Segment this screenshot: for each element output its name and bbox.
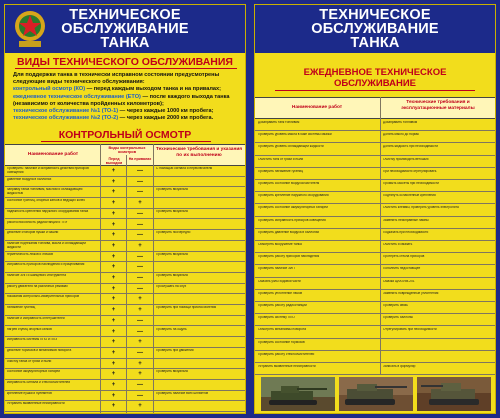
eto-row-req: Проверить баллоны xyxy=(383,316,413,320)
check-row-work: Проверить: наличие и исправность действия приборов освещения xyxy=(7,167,89,174)
ko-rest: — перед каждым выходом танка и на привалах; xyxy=(85,86,222,93)
eto-col-divider xyxy=(380,97,381,375)
left-title-1: ТЕХНИЧЕСКОЕ xyxy=(69,7,181,23)
check-row-work: Устранить выявленные неисправности xyxy=(7,402,65,406)
check-table-row xyxy=(5,209,245,220)
check-row-work: наличие ЗИП и шанцевого инструмента xyxy=(7,274,66,277)
to1-label: техническое обслуживание №1 (ТО-1) xyxy=(13,108,119,115)
check-row-work: нагрев ступиц опорных катков xyxy=(7,327,52,331)
left-title-2: ОБСЛУЖИВАНИЕ xyxy=(61,21,189,37)
eto-row-req: Очистить и смазать xyxy=(383,243,413,246)
check-row-halt-mark: — xyxy=(137,392,143,399)
check-row-before-mark: + xyxy=(111,210,116,217)
eto-table-row xyxy=(255,265,495,277)
check-row-before-mark: + xyxy=(111,317,116,324)
check-row-before-mark: + xyxy=(111,178,116,185)
check-table-row xyxy=(5,220,245,231)
eto-row-req: Долить масло до нормы xyxy=(383,133,419,137)
to2-label: техническое обслуживание №2 (ТО-2) xyxy=(13,115,119,122)
check-row-work: крепление пушки и пулемётов xyxy=(7,391,52,395)
check-row-work: очистку танка от грязи и пыли xyxy=(7,359,52,363)
eto-table-row xyxy=(255,351,495,363)
left-title-3: ТАНКА xyxy=(100,35,150,51)
eto-row-req xyxy=(383,353,493,362)
check-row-work: работоспособность радиостанции и ТПУ xyxy=(7,220,68,224)
check-row-halt-mark: — xyxy=(137,349,143,356)
eto-table-row xyxy=(255,302,495,314)
check-row-req: Проверить визуально xyxy=(156,252,189,256)
check-row-before-mark: + xyxy=(111,360,116,367)
check-row-before-mark: + xyxy=(111,328,116,335)
check-row-halt-mark: + xyxy=(138,339,142,346)
eto-row-req: Очистить клеммы, проверить уровень электролита xyxy=(383,206,459,210)
check-col-divider xyxy=(153,144,154,413)
check-row-halt-mark: — xyxy=(137,221,143,228)
eto-table-row xyxy=(255,131,495,143)
check-table-row xyxy=(5,369,245,380)
check-heading: КОНТРОЛЬНЫЙ ОСМОТР xyxy=(58,129,192,141)
check-row-halt-mark: + xyxy=(138,200,142,207)
check-row-before-mark: + xyxy=(111,189,116,196)
eto-row-work: Проверить крепление наружного оборудования xyxy=(258,194,329,198)
check-row-before-mark: + xyxy=(111,392,116,399)
check-row-req: Проверить визуально xyxy=(156,274,189,277)
check-row-req xyxy=(156,242,243,251)
check-row-req: Проверить визуально xyxy=(156,370,189,374)
check-row-halt-mark: — xyxy=(137,328,143,335)
eto-row-req: Промыть кассеты при необходимости xyxy=(383,182,439,185)
check-row-req xyxy=(156,360,243,369)
check-row-req: Проверить при помощи приспособления xyxy=(156,306,217,310)
check-row-req xyxy=(156,221,243,230)
eto-col-req: Технические требования и эксплуатационные материалы xyxy=(401,100,475,111)
check-heading-underline xyxy=(41,141,211,142)
left-header xyxy=(5,5,245,53)
check-row-work: состояние гусениц, опорных катков и ведущих колёс xyxy=(7,199,86,203)
check-row-work: исправность сигнала и стеклоочистителей xyxy=(7,381,71,384)
eto-row-work: Устранить выявленные неисправности xyxy=(258,365,316,368)
check-row-req: Проверить поочерёдно xyxy=(156,231,191,235)
eto-row-work: Проверить наличие ЗИП xyxy=(258,267,295,271)
eto-row-req: Пополнить недостающее xyxy=(383,267,421,271)
eto-table-row xyxy=(255,156,495,168)
check-row-halt-mark: + xyxy=(138,296,142,303)
eto-row-req: Смазка ЦИАТИМ-201 xyxy=(383,279,415,283)
check-row-halt-mark: + xyxy=(138,371,142,378)
check-row-before-mark: + xyxy=(111,285,116,292)
eto-table-row xyxy=(255,143,495,155)
check-table-row xyxy=(5,198,245,209)
check-table-row xyxy=(5,230,245,241)
check-row-halt-mark: + xyxy=(138,242,142,249)
check-row-req xyxy=(156,338,243,347)
eto-heading-1: ЕЖЕДНЕВНОЕ ТЕХНИЧЕСКОЕ xyxy=(303,67,447,78)
check-table-header xyxy=(5,144,245,166)
check-row-req xyxy=(156,199,243,208)
eto-row-req: Дозаправить топливом xyxy=(383,121,418,124)
eto-heading-2: ОБСЛУЖИВАНИЕ xyxy=(334,78,416,89)
eto-table-row xyxy=(255,192,495,204)
eto-row-work: Осмотреть механизмы поворота xyxy=(258,328,307,332)
check-row-before-mark: + xyxy=(111,264,116,271)
eto-row-work: Проверить состояние воздухоочистителя xyxy=(258,182,320,185)
check-row-req xyxy=(156,317,243,326)
check-table-row xyxy=(5,284,245,295)
check-row-work: действие стопоров пушки и башни xyxy=(7,231,59,235)
eto-row-req: Подкачать при необходимости xyxy=(383,230,429,234)
eto-row-work: Проверить исправность приборов освещения xyxy=(258,218,326,222)
eto-row-work: Проверить давление воздуха в баллонах xyxy=(258,230,320,234)
eto-table-row xyxy=(255,180,495,192)
check-table-row xyxy=(5,166,245,177)
tank-photo-1 xyxy=(261,377,335,411)
check-row-halt-mark: — xyxy=(137,189,143,196)
check-row-work: наличие подтекания топлива, масла и охлаждающей жидкости xyxy=(7,241,86,249)
check-row-work: состояние аккумуляторных батарей xyxy=(7,370,61,374)
eto-row-work: Дозаправить танк топливом xyxy=(258,121,300,124)
eto-row-req: Заменить повреждённые уплотнения xyxy=(383,291,439,295)
eto-rest: — после каждого выхода танка (независимо от количества пройденных километров); xyxy=(13,93,230,107)
check-row-halt-mark: — xyxy=(137,210,143,217)
eto-table-row xyxy=(255,253,495,265)
types-intro xyxy=(13,72,239,122)
check-row-halt-mark: + xyxy=(138,403,142,410)
check-table-row xyxy=(5,316,245,327)
eto-row-work: Проверить работу приборов наблюдения xyxy=(258,255,320,259)
to2-rest: — через каждые 2000 км пробега. xyxy=(118,115,214,122)
check-row-work: герметичность люков и лючков xyxy=(7,252,53,256)
right-title-3: ТАНКА xyxy=(350,35,400,51)
right-header xyxy=(255,5,495,53)
check-table-row xyxy=(5,294,245,305)
check-row-req: С помощью сигнала и переключателя xyxy=(156,167,213,170)
check-row-req xyxy=(156,381,243,390)
check-table-row xyxy=(5,380,245,391)
check-row-halt-mark: — xyxy=(137,253,143,260)
eto-row-req: Долить жидкость при необходимости xyxy=(383,145,439,149)
check-row-work: заправку танка топливом, маслом и охлаждающей жидкостью xyxy=(7,188,83,196)
check-row-req xyxy=(156,402,243,411)
eto-table-row xyxy=(255,278,495,290)
eto-label: ежедневное техническое обслуживание (ЕТО) xyxy=(13,93,141,100)
check-table-row xyxy=(5,359,245,370)
eto-table-row xyxy=(255,204,495,216)
check-row-work: действие тормозов и механизмов поворота xyxy=(7,348,72,352)
intro-line-2: следующие виды технического обслуживания: xyxy=(13,79,145,86)
check-row-work: исправность системы ППО и ППЗ xyxy=(7,338,58,342)
check-col-work: Наименование работ xyxy=(27,152,79,157)
eto-row-work: Проверить уровень масла в баке системы смазки xyxy=(258,133,332,137)
check-row-before-mark: + xyxy=(111,242,116,249)
check-row-halt-mark: — xyxy=(137,264,143,271)
eto-col-work: Наименование работ xyxy=(291,105,343,110)
check-row-halt-mark: — xyxy=(137,275,143,281)
check-row-req xyxy=(156,263,243,272)
check-table-row xyxy=(5,262,245,273)
check-row-req: Проверить при движении xyxy=(156,348,194,352)
check-row-before-mark: + xyxy=(111,371,116,378)
check-row-halt-mark: — xyxy=(137,178,143,185)
eto-row-work: Осмотреть вооружение танка xyxy=(258,243,302,246)
check-col-before: Перед выходом xyxy=(105,157,123,165)
check-row-req xyxy=(156,295,243,304)
eto-row-work: Очистить танк от грязи и пыли xyxy=(258,157,304,161)
eto-row-work: Проверить уровень охлаждающей жидкости xyxy=(258,145,324,149)
eto-table-row xyxy=(255,241,495,253)
check-table-row xyxy=(5,337,245,348)
eto-table-row xyxy=(255,229,495,241)
eto-row-req: Протереть стёкла приборов xyxy=(383,255,425,259)
check-table-row xyxy=(5,252,245,263)
check-row-before-mark: + xyxy=(111,221,116,228)
check-row-before-mark: + xyxy=(111,232,116,239)
tank-photo-3 xyxy=(417,377,491,411)
check-table-row xyxy=(5,241,245,252)
types-heading-underline xyxy=(15,68,237,69)
eto-table-row xyxy=(255,119,495,131)
to1-rest: — через каждые 1000 км пробега; xyxy=(118,108,214,115)
eto-table-row xyxy=(255,168,495,180)
eto-table-row xyxy=(255,363,495,375)
eto-row-req xyxy=(383,341,493,350)
right-title-2: ОБСЛУЖИВАНИЕ xyxy=(311,21,439,37)
check-row-req: Проверить наличие всех шплинтов xyxy=(156,391,209,395)
check-row-work: работу двигателя на различных режимах xyxy=(7,284,68,288)
tank-photo-2 xyxy=(339,377,413,411)
check-col-divider xyxy=(100,144,101,413)
check-row-halt-mark: — xyxy=(137,317,143,324)
right-panel xyxy=(254,4,496,414)
intro-line-1: Для поддержки танка в технически исправном состоянии предусмотрены xyxy=(13,72,220,78)
check-col-divider xyxy=(126,155,127,413)
eto-row-work: Проверить уплотнение люков xyxy=(258,291,303,295)
check-col-types: Виды контрольных осмотров xyxy=(108,146,146,155)
check-col-req: Технические требования и указания по их выполнению xyxy=(155,147,243,158)
eto-row-work: Смазать узлы ходовой части xyxy=(258,279,301,283)
check-row-work: натяжение гусениц xyxy=(7,306,36,310)
check-row-before-mark: + xyxy=(111,403,116,410)
eto-row-req: Записать в формуляр xyxy=(383,365,416,368)
eto-row-req: При необходимости отрегулировать xyxy=(383,169,437,173)
check-table-row xyxy=(5,187,245,198)
check-table-row xyxy=(5,327,245,338)
eto-row-work: Проверить систему ППО xyxy=(258,316,295,320)
eto-table-row xyxy=(255,314,495,326)
check-row-work: исправность приборов наблюдения и прицеливания xyxy=(7,263,85,267)
check-row-req: Проверить визуально xyxy=(156,209,189,213)
check-table-row xyxy=(5,348,245,359)
check-row-before-mark: + xyxy=(111,382,116,388)
check-row-req: Проверить на ощупь xyxy=(156,327,187,331)
eto-table-row xyxy=(255,326,495,338)
check-row-work: наличие и исправность огнетушителей xyxy=(7,316,65,320)
check-row-before-mark: + xyxy=(111,200,116,207)
right-title-1: ТЕХНИЧЕСКОЕ xyxy=(319,7,431,23)
types-heading: ВИДЫ ТЕХНИЧЕСКОГО ОБСЛУЖИВАНИЯ xyxy=(17,56,233,68)
check-table-row xyxy=(5,177,245,188)
check-row-req: Прослушать на слух xyxy=(156,284,187,288)
eto-row-work: Проверить состояние аккумуляторных батарей xyxy=(258,206,328,210)
eto-row-req: Подтянуть ослабленные крепления xyxy=(383,194,436,198)
check-row-work: надёжность крепления наружного оборудования танка xyxy=(7,209,89,213)
eto-row-req: Заменить неисправные лампы xyxy=(383,218,429,222)
check-row-before-mark: + xyxy=(111,307,116,314)
eto-table-row xyxy=(255,290,495,302)
eto-row-req: Очистку производить ветошью xyxy=(383,157,429,161)
eto-row-work: Проверить натяжение гусениц xyxy=(258,169,304,173)
eto-row-work: Проверить состояние тормозов xyxy=(258,340,305,344)
check-row-work: показания контрольно-измерительных приборов xyxy=(7,295,80,299)
eto-table-row xyxy=(255,339,495,351)
check-col-halt: На привалах xyxy=(128,157,152,161)
check-table-row xyxy=(5,273,245,284)
check-row-before-mark: + xyxy=(111,275,116,281)
check-row-before-mark: + xyxy=(111,253,116,260)
check-row-before-mark: + xyxy=(111,349,116,356)
eto-heading-underline xyxy=(275,90,475,91)
eto-row-work: Проверить работу стеклоочистителей xyxy=(258,352,315,356)
check-row-halt-mark: — xyxy=(137,285,143,292)
check-table-row xyxy=(5,391,245,402)
eto-row-req: Отрегулировать при необходимости xyxy=(383,328,437,332)
eto-row-work: Проверить работу радиостанции xyxy=(258,304,307,307)
check-row-halt-mark: + xyxy=(138,360,142,367)
check-row-work: давление воздуха в баллонах xyxy=(7,177,52,181)
check-row-before-mark: + xyxy=(111,296,116,303)
eto-row-req: Проверить связь xyxy=(383,304,408,307)
check-row-halt-mark: + xyxy=(138,307,142,314)
check-row-before-mark: + xyxy=(111,168,116,174)
check-row-before-mark: + xyxy=(111,339,116,346)
check-row-req xyxy=(156,178,243,187)
left-panel xyxy=(4,4,246,414)
eto-table-row xyxy=(255,217,495,229)
eto-table-header xyxy=(255,97,495,119)
check-table-row xyxy=(5,401,245,412)
check-row-halt-mark: — xyxy=(137,168,143,174)
check-row-halt-mark: — xyxy=(137,382,143,388)
check-row-req: Проверить визуально xyxy=(156,188,189,192)
check-row-halt-mark: — xyxy=(137,232,143,239)
ko-label: контрольный осмотр (КО) xyxy=(13,86,86,93)
check-table-row xyxy=(5,305,245,316)
